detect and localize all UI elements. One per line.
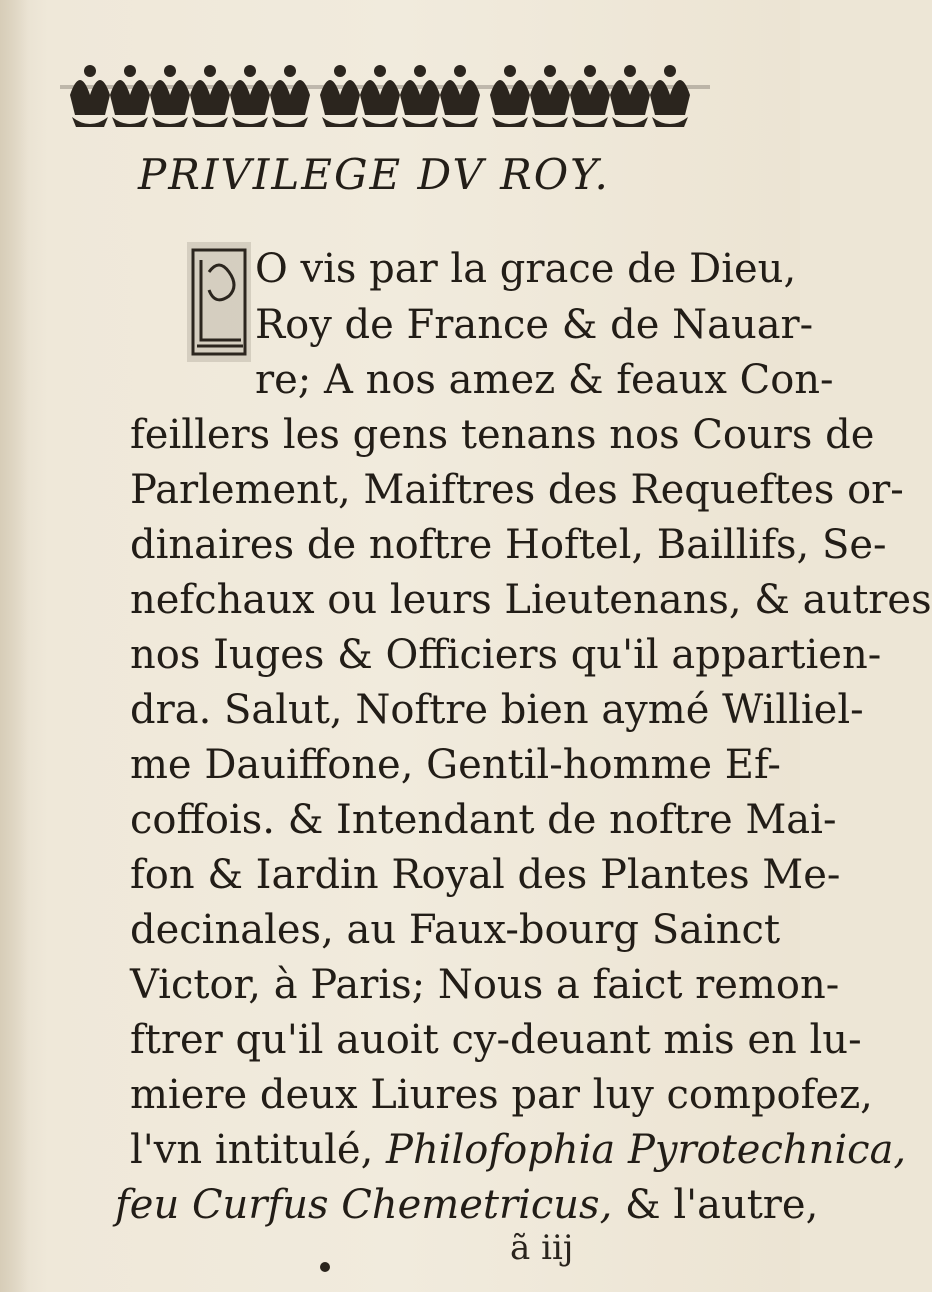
text-line: decinales, au Faux-bourg Sainct xyxy=(130,907,781,953)
text-line: miere deux Liures par luy compofez, xyxy=(130,1072,873,1118)
text-line: coffois. & Intendant de noftre Mai- xyxy=(130,797,837,843)
text-line: nos Iuges & Officiers qu'il appartien- xyxy=(130,632,882,678)
text-line: O vis par la grace de Dieu, xyxy=(255,246,797,292)
text-line: dinaires de noftre Hoftel, Baillifs, Se- xyxy=(130,522,887,568)
text-line: ftrer qu'il auoit cy-deuant mis en lu- xyxy=(130,1017,862,1063)
signature-mark: ã iij xyxy=(510,1228,574,1268)
text-line: Victor, à Paris; Nous a faict remon- xyxy=(130,962,840,1008)
text-line: fon & Iardin Royal des Plantes Me- xyxy=(130,852,841,898)
italic-book-title: Philofophia Pyrotechnica, xyxy=(386,1127,907,1173)
text-line: Parlement, Maiftres des Requeftes or- xyxy=(130,467,904,513)
text-fragment: l'vn intitulé, xyxy=(130,1127,374,1173)
text-line: re; A nos amez & feaux Con- xyxy=(255,357,834,403)
text-fragment: & l'autre, xyxy=(625,1182,819,1228)
text-line: dra. Salut, Noftre bien aymé Williel- xyxy=(130,687,864,733)
text-line: feillers les gens tenans nos Cours de xyxy=(130,412,875,458)
text-line: nefchaux ou leurs Lieutenans, & autres xyxy=(130,577,932,623)
italic-book-title: feu Curfus Chemetricus, xyxy=(115,1182,613,1228)
page-title: PRIVILEGE DV ROY. xyxy=(138,150,610,199)
text-line xyxy=(130,1125,906,1175)
text-line: me Dauiffone, Gentil-homme Ef- xyxy=(130,742,781,788)
text-line xyxy=(115,1180,818,1230)
text-line: Roy de France & de Nauar- xyxy=(255,302,814,348)
ink-spot xyxy=(320,1262,330,1272)
